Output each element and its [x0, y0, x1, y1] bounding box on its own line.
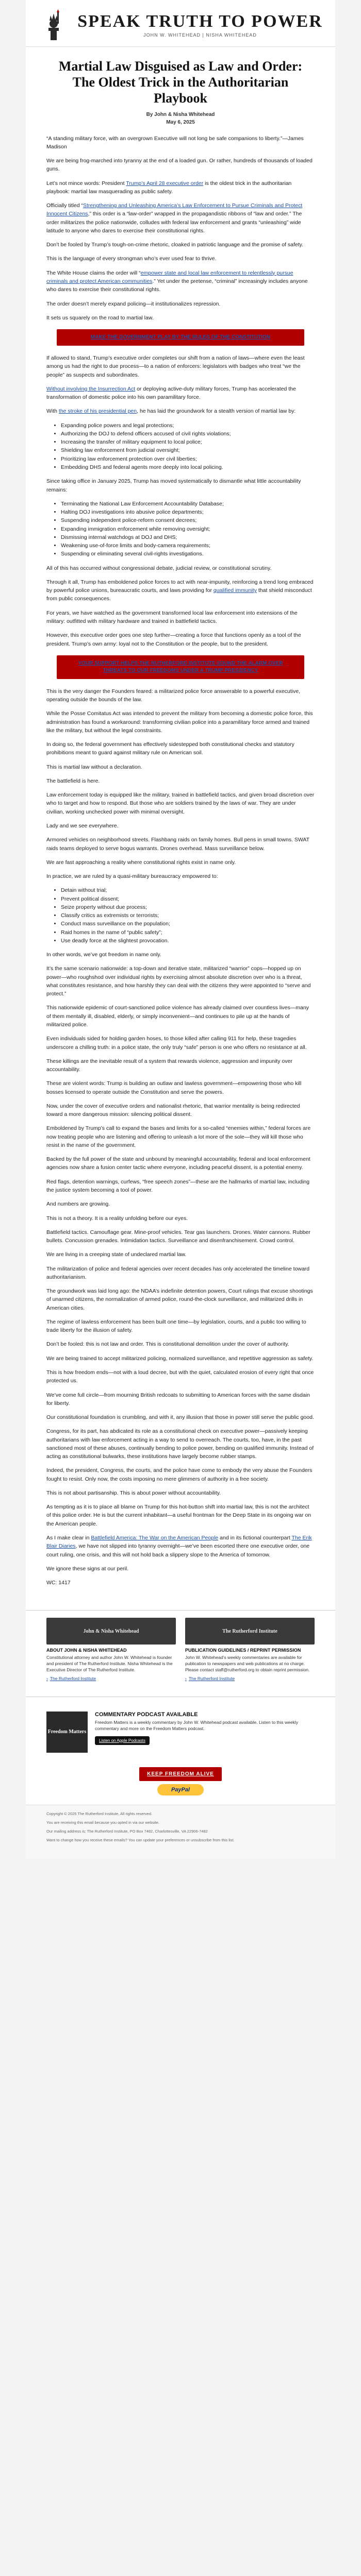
brand-subtitle: JOHN W. WHITEHEAD | NISHA WHITEHEAD — [143, 32, 257, 38]
footer-columns — [26, 1618, 335, 1689]
paragraph: It’s the same scenario nationwide: a top-down and iterative state, militarized “warrior” cops—hopped up on power—who roughshod over individual rights by exercising almost absolute discretion over who is a threat, what constitutes resistance, and how harshly they can deal with the citizens they were appointed to “serve and protect.” — [46, 965, 311, 997]
paragraph: Now, under the cover of executive orders and nationalist rhetoric, that warrior mentality is being redirected toward a more dangerous mission: silencing political dissent. — [46, 1103, 300, 1118]
paragraph: This is not about partisanship. This is about power without accountability. — [46, 1489, 221, 1496]
list-item: • Seize property without due process; — [61, 903, 315, 911]
list-item: • Suspending or eliminating several civil-rights investigations. — [61, 550, 315, 558]
executive-order-link[interactable]: Trump’s April 28 executive order — [126, 180, 204, 187]
paragraph: Officially titled “Strengthening and Unleashing America’s Law Enforcement to Pursue Criminals and Protect Innocent Citizens,” this order is a “law-order” wrapped in the propagandistic ribbons of “law and order.” The order militarizes the police nationwide, colludes with federal law enforcement and grants “unleashing” wide latitude to anyone who dares to exercise their constitutional rights. — [46, 202, 303, 234]
list-item: • Embedding DHS and federal agents more deeply into local policing. — [61, 463, 315, 471]
list-item: • Use deadly force at the slightest provocation. — [61, 937, 315, 945]
brand-block — [77, 13, 323, 38]
list-item: • Prioritizing law enforcement protection over civil liberties; — [61, 455, 315, 463]
paragraph: The battlefield is here. — [46, 777, 100, 784]
paragraph: We are being frog-marched into tyranny at the end of a loaded gun. Or rather, hundreds of thousands of loaded guns. — [46, 158, 313, 173]
constitution-cta-button[interactable]: MAKE THE GOVERNMENT PLAY BY THE RULES OF THE CONSTITUTION — [57, 329, 304, 346]
paragraph: This is not a theory. It is a reality unfolding before our eyes. — [46, 1215, 188, 1222]
article-title: Martial Law Disguised as Law and Order: The Oldest Trick in the Authoritarian Playbook — [58, 59, 303, 106]
paragraph: In doing so, the federal government has effectively sidestepped both constitutional checks and statutory prohibitions meant to guard against military rule on American soil. — [46, 741, 294, 756]
word-count: WC: 1417 — [46, 1580, 71, 1586]
paragraph: Congress, for its part, has abdicated its role as a constitutional check on executive power—passively keeping authoritarians with law enforcement acting in a way to send to overreach. The courts, too, have, in the past sanctioned most of these abuses, continually bending to police power, bending on qualified immunity. Instead of acting as constitutional bulwarks, these institutions have largely become rubber stamps. — [46, 1428, 314, 1460]
list-item: • Detain without trial; — [61, 886, 315, 894]
preferences-text: Want to change how you receive these emails? You can update your preferences or unsubscribe from this list. — [46, 1837, 235, 1842]
paragraph: Lady and we see everywhere. — [46, 822, 119, 829]
paragraph: These are violent words: Trump is building an outlaw and lawless government—empowering those who kill bosses licensed to operate outside the Constitution and serve the powers. — [46, 1080, 302, 1095]
about-text: Constitutional attorney and author John W. Whitehead is founder and president of The Rutherford Institute. Nisha Whitehead is the Executive Director of The Rutherford Institute. — [46, 1655, 173, 1673]
order-title-link[interactable]: Strengthening and Unleashing America’s Law Enforcement to Pursue Criminals and Protect Innocent Citizens — [46, 202, 303, 217]
paragraph: As I make clear in Battlefield America: The War on the American People and in its fictional counterpart The Erik Blair Diaries, we have not slipped into tyranny overnight—we’ve been escorted there one executive order, one court ruling, one crisis, and this will not hold back a slippery slope to the America of tomorrow. — [46, 1534, 312, 1558]
support-cta-button[interactable]: YOUR SUPPORT HELPS THE RUTHERFORD INSTITUTE SOUND THE ALARM OVER THREATS TO OUR FREEDOMS UNDER A TRUMP PRESIDENCY — [57, 655, 304, 679]
paragraph: This nationwide epidemic of court-sanctioned police violence has already claimed over countless lives—many of them mentally ill, disabled, elderly, or simply inconvenient—and continues to pile up at the hands of militarized police. — [46, 1005, 309, 1028]
keep-freedom-alive-button[interactable]: KEEP FREEDOM ALIVE — [139, 1767, 222, 1781]
erik-blair-diaries-link[interactable]: The Erik Blair Diaries — [46, 1534, 312, 1550]
listen-button[interactable]: Listen on Apple Podcasts — [95, 1736, 150, 1745]
link-arrow-icon: › — [46, 1675, 48, 1681]
list-item: • Authorizing the DOJ to defend officers accused of civil rights violations; — [61, 430, 315, 438]
paragraph: For years, we have watched as the government transformed local law enforcement into extensions of the military: outfitted with military hardware and trained in battlefield tactics. — [46, 609, 298, 624]
paragraph: These killings are the inevitable result of a system that rewards violence, aggression and impunity over accountability. — [46, 1058, 292, 1073]
list-item: • Expanding police powers and legal protections; — [61, 421, 315, 430]
battlefield-america-link[interactable]: Battlefield America: The War on the American People — [91, 1534, 219, 1541]
podcast-info — [95, 1711, 315, 1745]
paragraph: The regime of lawless enforcement has been built one time—by legislation, courts, and a public too willing to trade liberty for the illusion of safety. — [46, 1318, 306, 1334]
email-container — [26, 0, 335, 1858]
paragraph: We are being trained to accept militarized policing, normalized surveillance, and repetitive aggression as safety. — [46, 1355, 314, 1362]
rutherford-link[interactable]: › The Rutherford Institute — [46, 1675, 96, 1681]
paragraph: Emboldened by Trump’s call to expand the bases and limits for a so-called “enemies within,” federal forces are now treating people who are listening and offering to unleash a lot more of the sole—they will kill those who resist in the name of the government. — [46, 1125, 311, 1148]
paragraph: Battlefield tactics. Camouflage gear. Mine-proof vehicles. Tear gas launchers. Drones. Water cannons. Rubber bullets. Concussion grenades. Intimidation tactics. Surveillance and disenfranchisement. Crowd control. — [46, 1229, 310, 1244]
paragraph: The groundwork was laid long ago: the NDAA’s indefinite detention powers, Court rulings that excuse shootings of unarmed citizens, the normalization of armed police, round-the-clock surveillance, and militarized drills in American cities. — [46, 1288, 313, 1311]
paragraph: The order doesn’t merely expand policing—it institutionalizes repression. — [46, 300, 221, 307]
paragraph: In practice, we are ruled by a quasi-military bureaucracy empowered to: — [46, 873, 218, 880]
list-item: • Conduct mass surveillance on the population; — [61, 920, 315, 928]
paragraph: This is how freedom ends—not with a loud decree, but with the quiet, calculated erosion of every right that once protected us. — [46, 1369, 314, 1384]
paragraph: The militarization of police and federal agencies over recent decades has only accelerated the timeline toward authoritarianism. — [46, 1265, 310, 1280]
paragraph: While the Posse Comitatus Act was intended to prevent the military from becoming a domestic police force, this administration has found a workaround: transforming civilian police into a paramilitary force armed and trained like the military, but without the legal constraints. — [46, 710, 313, 734]
list-item: • Classify critics as extremists or terrorists; — [61, 911, 315, 920]
paragraph: With the stroke of his presidential pen, he has laid the groundwork for a stealth version of martial law by: — [46, 408, 296, 415]
masthead — [26, 0, 335, 47]
paragraph: This is the language of every strongman who’s ever used fear to thrive. — [46, 256, 217, 262]
paragraph: Red flags, detention warnings, curfews, “free speech zones”—these are the hallmarks of martial law, including the justice system becoming a tool of power. — [46, 1178, 310, 1193]
paragraph: We are fast approaching a reality where constitutional rights exist in name only. — [46, 859, 236, 866]
accountability-list — [61, 500, 315, 558]
paragraph: The White House claims the order will “empower state and local law enforcement to relentlessly pursue criminals and protect American communities.” Yet under the pretense, “criminal” increasingly includes anyone who dares to exercise their constitutional rights. — [46, 269, 308, 293]
paragraph: Indeed, the president, Congress, the courts, and the police have come to embody the very abuse the Founders fought to resist. Only now, the costs imposing no mere glimmers of authority in a free society. — [46, 1467, 313, 1482]
list-item: • Raid homes in the name of “public safety”; — [61, 928, 315, 937]
list-item: • Expanding immigration enforcement while removing oversight; — [61, 525, 315, 533]
paragraph: Armored vehicles on neighborhood streets. Flashbang raids on family homes. Bull pens in small towns. SWAT raids teams deployed to serve bogus warrants. Drones overhead. Mass surveillance below. — [46, 837, 309, 852]
reprint-column — [185, 1618, 315, 1681]
publish-date: May 6, 2025 — [166, 119, 195, 125]
paragraph: Don’t be fooled: this is not law and order. This is constitutional demolition under the cover of authority. — [46, 1341, 289, 1348]
bureaucracy-powers-list — [61, 886, 315, 945]
list-item: • Prevent political dissent; — [61, 895, 315, 903]
paragraph: It sets us squarely on the road to martial law. — [46, 314, 154, 321]
reprint-text: John W. Whitehead’s weekly commentaries are available for publication to newspapers and web publications at no charge. Please contact staff@rutherford.org to obtain reprint permission. — [185, 1655, 310, 1673]
mailing-address: Our mailing address is: The Rutherford Institute, PO Box 7482, Charlottesville, VA 22906-7482 — [46, 1828, 208, 1834]
presidential-pen-link[interactable]: the stroke of his presidential pen — [58, 408, 137, 415]
list-item: • Increasing the transfer of military equipment to local police; — [61, 438, 315, 446]
brand-title: SPEAK TRUTH TO POWER — [77, 12, 323, 31]
article — [26, 47, 335, 1603]
list-item: • Halting DOJ investigations into abusive police departments; — [61, 508, 315, 516]
paragraph: Let’s not mince words: President Trump’s April 28 executive order is the oldest trick in the authoritarian playbook: martial law masquerading as public safety. — [46, 180, 292, 195]
paragraph: Don’t be fooled by Trump’s tough-on-crime rhetoric, cloaked in patriotic language and the promise of safety. — [46, 242, 304, 248]
divider — [26, 1610, 335, 1611]
paragraph: And numbers are growing. — [46, 1201, 110, 1208]
institute-image: The Rutherford Institute — [185, 1618, 315, 1645]
podcast-section — [26, 1704, 335, 1760]
white-house-claim-link[interactable]: empower state and local law enforcement to relentlessly pursue criminals and protect American communities — [46, 269, 293, 285]
paragraph: This is martial law without a declaration. — [46, 764, 142, 770]
rutherford-link[interactable]: › The Rutherford Institute — [185, 1675, 235, 1681]
optin-text: You are receiving this email because you opted in via our website. — [46, 1820, 160, 1825]
podcast-title: COMMENTARY PODCAST AVAILABLE — [95, 1711, 198, 1718]
qualified-immunity-link[interactable]: qualified immunity — [213, 587, 257, 594]
paypal-button[interactable]: PayPal — [157, 1784, 204, 1795]
paragraph: Backed by the full power of the state and unbound by meaningful accountability, federal and local enforcement agencies now share a fusion center tactic where everyone, including peaceful dissent, is a potential enemy. — [46, 1156, 310, 1171]
paragraph: All of this has occurred without congressional debate, judicial review, or constitutional scrutiny. — [46, 565, 272, 571]
paragraph: We ignore these signs at our peril. — [46, 1565, 129, 1572]
podcast-art: Freedom Matters — [46, 1711, 88, 1753]
paragraph: If allowed to stand, Trump’s executive order completes our shift from a nation of laws—where even the least among us had the right to due process—to a nation of enforcers: legislators with badges who treat “we the people” as suspects and subordinates. — [46, 355, 305, 378]
paragraph: Even individuals sided for holding garden hoses, to those killed after calling 911 for help, these tragedies underscore a chilling truth: in a police state, the only truly “safe” person is one who offers no resistance at all. — [46, 1036, 307, 1050]
paragraph: Law enforcement today is equipped like the military, trained in battlefield tactics, and given broad discretion over who to target and how to respond. But those who are soldiers trained by the laws of war. They are under civilian, working unchecked power with minimal oversight. — [46, 792, 315, 815]
list-item: • Dismissing internal watchdogs at DOJ and DHS; — [61, 533, 315, 541]
paragraph: However, this executive order goes one step further—creating a force that functions openly as a tool of the president. Trump’s own army: loyal not to the Constitution or the people, but to the president. — [46, 632, 301, 647]
byline: By John & Nisha Whitehead — [146, 111, 215, 117]
powers-list — [61, 421, 315, 472]
list-item: • Weakening use-of-force limits and body-camera requirements; — [61, 541, 315, 550]
about-column — [46, 1618, 176, 1681]
paragraph: As tempting as it is to place all blame on Trump for this hot-button shift into martial law, this is not the architect of this police order. He is but the current inhabitant—a useful frontman for the Deep State in its ongoing war on the American people. — [46, 1504, 311, 1527]
link-arrow-icon: › — [185, 1675, 187, 1681]
list-item: • Suspending independent police-reform consent decrees; — [61, 516, 315, 524]
copyright-text: Copyright © 2025 The Rutherford Institute, All rights reserved. — [46, 1811, 153, 1816]
about-heading: ABOUT JOHN & NISHA WHITEHEAD — [46, 1648, 127, 1653]
reprint-heading: PUBLICATION GUIDELINES / REPRINT PERMISSION — [185, 1648, 301, 1653]
paragraph: In other words, we’ve got freedom in name only. — [46, 952, 161, 958]
paragraph: This is the very danger the Founders feared: a militarized police force answerable to a powerful executive, operating outside the bounds of the law. — [46, 688, 301, 703]
paragraph: Through it all, Trump has emboldened police forces to act with near-impunity, reinforcing a trend long embraced by powerful police unions, bureaucratic courts, and laws providing for qualified immunity that shield misconduct from public consequences. — [46, 579, 314, 602]
epigraph: “A standing military force, with an overgrown Executive will not long be safe companions to liberty.”—James Madison — [46, 135, 304, 150]
list-item: • Shielding law enforcement from judicial oversight; — [61, 446, 315, 454]
list-item: • Terminating the National Law Enforcement Accountability Database; — [61, 500, 315, 508]
authors-photo: John & Nisha Whitehead — [46, 1618, 176, 1645]
podcast-text: Freedom Matters is a weekly commentary by John W. Whitehead podcast available. Listen to this weekly commentary and more on the Freedom Matters podcast. — [95, 1719, 299, 1731]
legal-footer — [26, 1805, 335, 1859]
paragraph: We are living in a creeping state of undeclared martial law. — [46, 1251, 187, 1258]
statue-of-liberty-icon — [38, 9, 69, 41]
insurrection-act-link[interactable]: Without involving the Insurrection Act — [46, 385, 136, 392]
paragraph: We’ve come full circle—from mourning British redcoats to submitting to American forces with the same disdain for liberty. — [46, 1392, 310, 1406]
paragraph: Without involving the Insurrection Act or deploying active-duty military forces, Trump has accelerated the transformation of domestic police into his own paramilitary force. — [46, 385, 296, 401]
paragraph: Since taking office in January 2025, Trump has moved systematically to dismantle what little accountability remains: — [46, 478, 301, 493]
paragraph: Our constitutional foundation is crumbling, and with it, any illusion that those in power still serve the public good. — [46, 1414, 314, 1421]
